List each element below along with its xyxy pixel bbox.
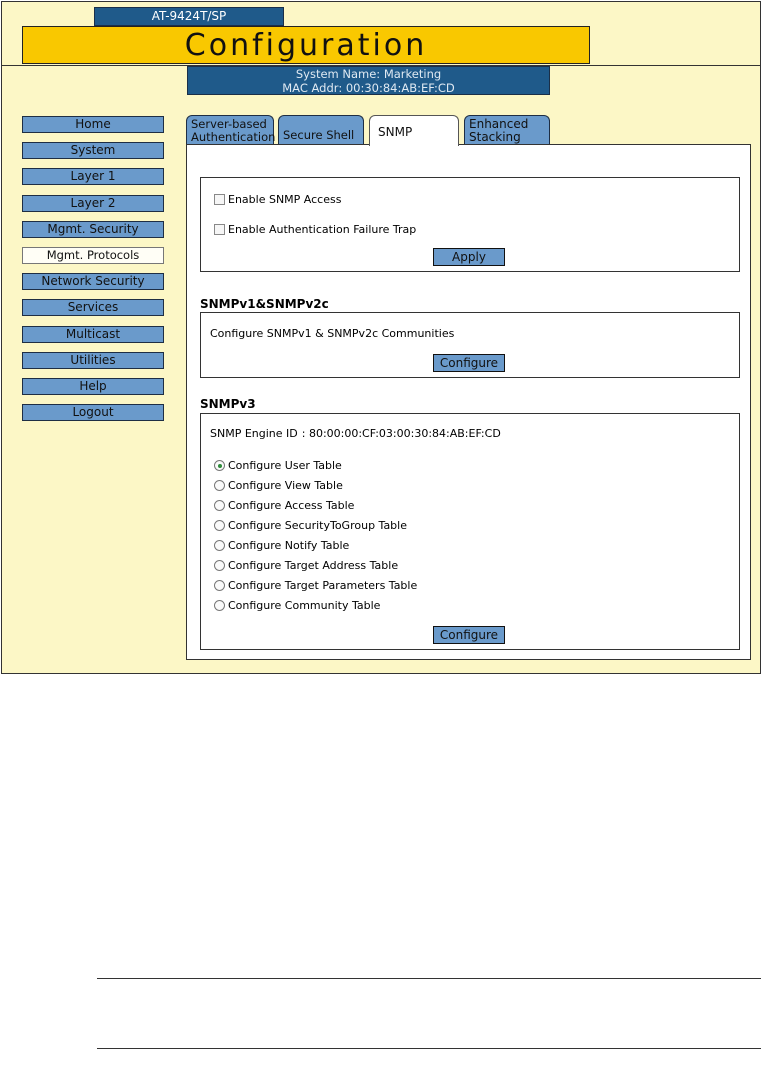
v3-option-user-table[interactable] bbox=[214, 459, 342, 472]
system-info bbox=[187, 66, 550, 95]
tab-secure-shell[interactable] bbox=[278, 115, 364, 145]
radio-view-table[interactable] bbox=[214, 480, 225, 491]
configure-communities-button[interactable]: Configure bbox=[433, 354, 505, 372]
sidebar-item-network-security[interactable]: Network Security bbox=[22, 273, 164, 290]
sidebar-item-services[interactable]: Services bbox=[22, 299, 164, 316]
sidebar-item-help[interactable]: Help bbox=[22, 378, 164, 395]
sidebar-item-multicast[interactable]: Multicast bbox=[22, 326, 164, 343]
sidebar-item-home[interactable]: Home bbox=[22, 116, 164, 133]
model-label: AT-9424T/SP bbox=[94, 7, 284, 26]
tab-snmp[interactable] bbox=[369, 115, 459, 146]
radio-user-table[interactable] bbox=[214, 460, 225, 471]
v3-option-access-table[interactable] bbox=[214, 499, 354, 512]
v3-option-target-address-table[interactable] bbox=[214, 559, 398, 572]
system-name: System Name: Marketing bbox=[295, 67, 442, 81]
radio-label: Configure Notify Table bbox=[228, 539, 350, 552]
sidebar-item-layer-2[interactable]: Layer 2 bbox=[22, 195, 164, 212]
tab-label-line2: Stacking bbox=[469, 130, 521, 144]
sidebar-nav bbox=[22, 116, 164, 430]
apply-button[interactable]: Apply bbox=[433, 248, 505, 266]
v3-option-community-table[interactable] bbox=[214, 599, 380, 612]
sidebar-item-layer-1[interactable]: Layer 1 bbox=[22, 168, 164, 185]
sidebar-item-utilities[interactable]: Utilities bbox=[22, 352, 164, 369]
tab-enhanced-stacking[interactable] bbox=[464, 115, 550, 145]
v3-option-notify-table[interactable] bbox=[214, 539, 349, 552]
radio-community-table[interactable] bbox=[214, 600, 225, 611]
radio-target-address-table[interactable] bbox=[214, 560, 225, 571]
v3-option-securitytogroup-table[interactable] bbox=[214, 519, 407, 532]
tab-label-line1: Server-based bbox=[191, 117, 267, 131]
radio-label: Configure User Table bbox=[228, 459, 342, 472]
tab-label-line1: Enhanced bbox=[469, 117, 529, 131]
snmpv3-box bbox=[200, 413, 740, 650]
snmpv3-heading: SNMPv3 bbox=[200, 397, 256, 411]
sidebar-item-logout[interactable]: Logout bbox=[22, 404, 164, 421]
sidebar-item-mgmt-security[interactable]: Mgmt. Security bbox=[22, 221, 164, 238]
snmp-enable-box bbox=[200, 177, 740, 272]
tab-label: Secure Shell bbox=[283, 128, 355, 142]
enable-snmp-access-label: Enable SNMP Access bbox=[228, 193, 342, 206]
radio-label: Configure SecurityToGroup Table bbox=[228, 519, 407, 532]
page-rule-bottom bbox=[97, 1048, 761, 1049]
tab-label-line2: Authentication bbox=[191, 130, 276, 144]
radio-notify-table[interactable] bbox=[214, 540, 225, 551]
configure-v3-button[interactable]: Configure bbox=[433, 626, 505, 644]
snmp-engine-id bbox=[210, 427, 501, 440]
mac-address: MAC Addr: 00:30:84:AB:EF:CD bbox=[282, 80, 455, 95]
engine-id-label: SNMP Engine ID bbox=[210, 427, 298, 440]
v3-option-target-parameters-table[interactable] bbox=[214, 579, 417, 592]
radio-label: Configure Target Parameters Table bbox=[228, 579, 418, 592]
tab-label: SNMP bbox=[378, 125, 413, 139]
tab-server-based-authentication[interactable] bbox=[186, 115, 274, 145]
sidebar-item-system[interactable]: System bbox=[22, 142, 164, 159]
snmpv1v2c-box bbox=[200, 312, 740, 378]
enable-snmp-access-checkbox[interactable] bbox=[214, 194, 225, 205]
enable-auth-trap-checkbox[interactable] bbox=[214, 224, 225, 235]
sidebar-item-mgmt-protocols[interactable]: Mgmt. Protocols bbox=[22, 247, 164, 264]
radio-label: Configure Community Table bbox=[228, 599, 381, 612]
radio-label: Configure View Table bbox=[228, 479, 343, 492]
engine-id-value: : 80:00:00:CF:03:00:30:84:AB:EF:CD bbox=[301, 427, 501, 440]
enable-auth-trap-row bbox=[214, 223, 416, 236]
radio-target-parameters-table[interactable] bbox=[214, 580, 225, 591]
radio-label: Configure Access Table bbox=[228, 499, 355, 512]
enable-auth-trap-label: Enable Authentication Failure Trap bbox=[228, 223, 417, 236]
enable-snmp-access-row bbox=[214, 193, 341, 206]
radio-access-table[interactable] bbox=[214, 500, 225, 511]
radio-label: Configure Target Address Table bbox=[228, 559, 399, 572]
v3-option-view-table[interactable] bbox=[214, 479, 343, 492]
radio-securitytogroup-table[interactable] bbox=[214, 520, 225, 531]
snmpv1v2c-text: Configure SNMPv1 & SNMPv2c Communities bbox=[210, 327, 455, 340]
snmpv1v2c-heading: SNMPv1&SNMPv2c bbox=[200, 297, 329, 311]
page-rule-top bbox=[97, 978, 761, 979]
snmp-panel bbox=[186, 144, 751, 660]
page-title: Configuration bbox=[22, 26, 590, 64]
